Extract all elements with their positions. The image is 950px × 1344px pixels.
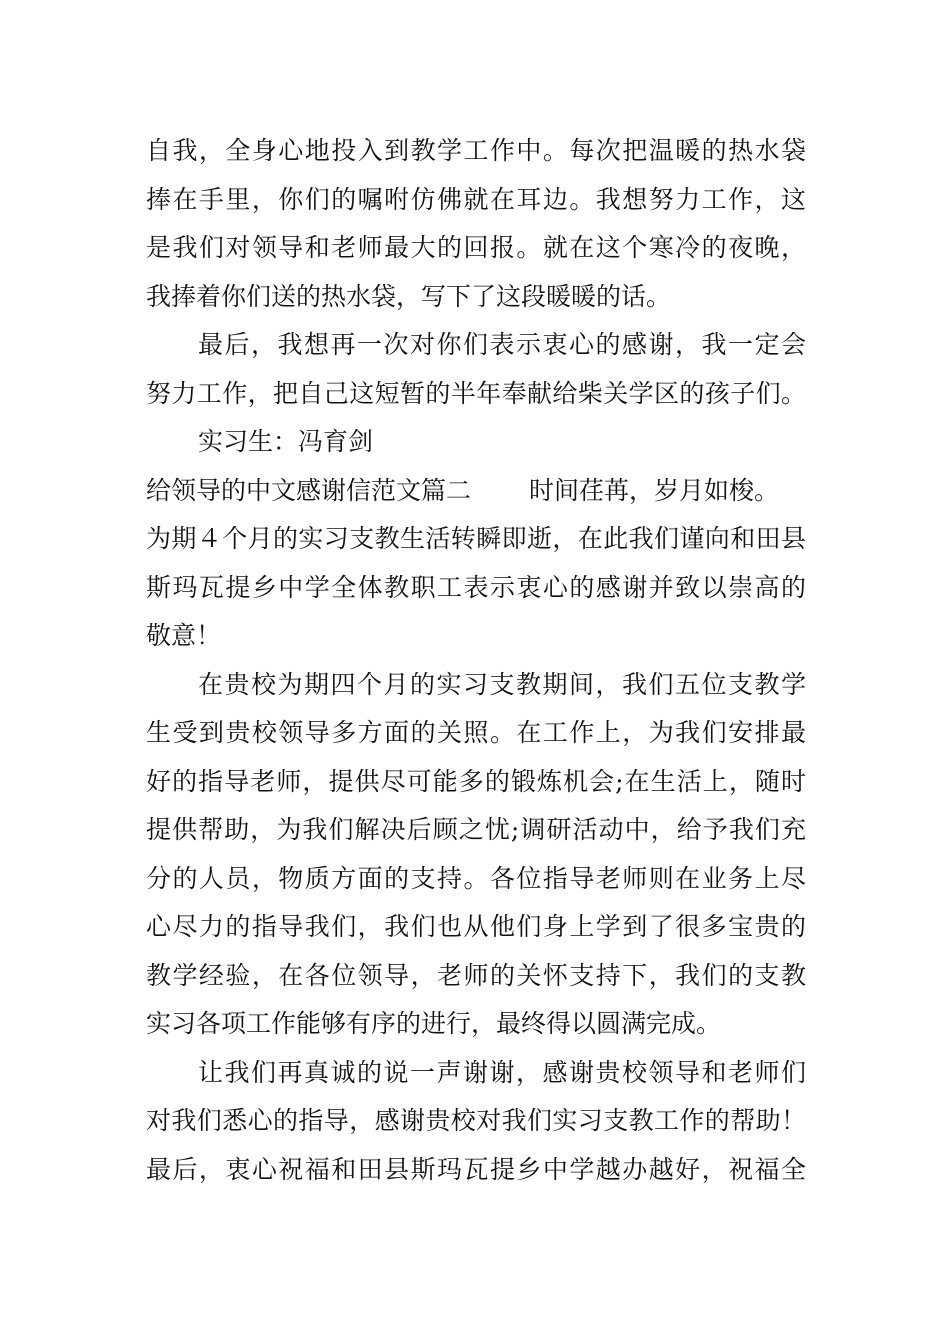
text-line: 让我们再真诚的说一声谢谢，感谢贵校领导和老师们 xyxy=(198,1057,806,1087)
text-line: 斯玛瓦提乡中学全体教职工表示衷心的感谢并致以崇高的 xyxy=(146,572,806,602)
text-line: 我捧着你们送的热水袋，写下了这段暖暖的话。 xyxy=(146,281,672,311)
text-line: 生受到贵校领导多方面的关照。在工作上，为我们安排最 xyxy=(146,718,806,747)
section-title: 给领导的中文感谢信范文篇二 xyxy=(146,475,472,505)
text-line: 教学经验，在各位领导，老师的关怀支持下，我们的支教 xyxy=(146,960,806,990)
text-line: 最后，我想再一次对你们表示衷心的感谢，我一定会 xyxy=(198,330,806,359)
text-line: 在贵校为期四个月的实习支教期间，我们五位支教学 xyxy=(198,669,806,699)
section-heading-line xyxy=(146,467,806,516)
text-line: 是我们对领导和老师最大的回报。就在这个寒冷的夜晚， xyxy=(146,233,806,262)
text-line: 自我，全身心地投入到教学工作中。每次把温暖的热水袋 xyxy=(146,136,806,165)
text-line: 分的人员，物质方面的支持。各位指导老师则在业务上尽 xyxy=(146,863,806,893)
text-line: 对我们悉心的指导，感谢贵校对我们实习支教工作的帮助！ xyxy=(146,1106,806,1135)
text-line: 实习各项工作能够有序的进行，最终得以圆满完成。 xyxy=(146,1009,722,1038)
document-body xyxy=(146,127,806,1194)
text-line: 好的指导老师，提供尽可能多的锻炼机会;在生活上，随时 xyxy=(146,766,806,796)
section-opening-text: 时间荏苒，岁月如梭。 xyxy=(529,475,780,505)
text-line: 为期４个月的实习支教生活转瞬即逝，在此我们谨向和田县 xyxy=(146,524,806,553)
text-line: 敬意！ xyxy=(146,621,222,650)
text-line: 最后，衷心祝福和田县斯玛瓦提乡中学越办越好，祝福全 xyxy=(146,1154,806,1184)
signature-line: 实习生：冯育剑 xyxy=(198,427,374,456)
text-line: 提供帮助，为我们解决后顾之忧;调研活动中，给予我们充 xyxy=(146,815,806,844)
text-line: 心尽力的指导我们，我们也从他们身上学到了很多宝贵的 xyxy=(146,912,806,941)
text-line: 努力工作，把自己这短暂的半年奉献给柴关学区的孩子们。 xyxy=(146,378,806,408)
text-line: 捧在手里，你们的嘱咐仿佛就在耳边。我想努力工作，这 xyxy=(146,184,806,214)
